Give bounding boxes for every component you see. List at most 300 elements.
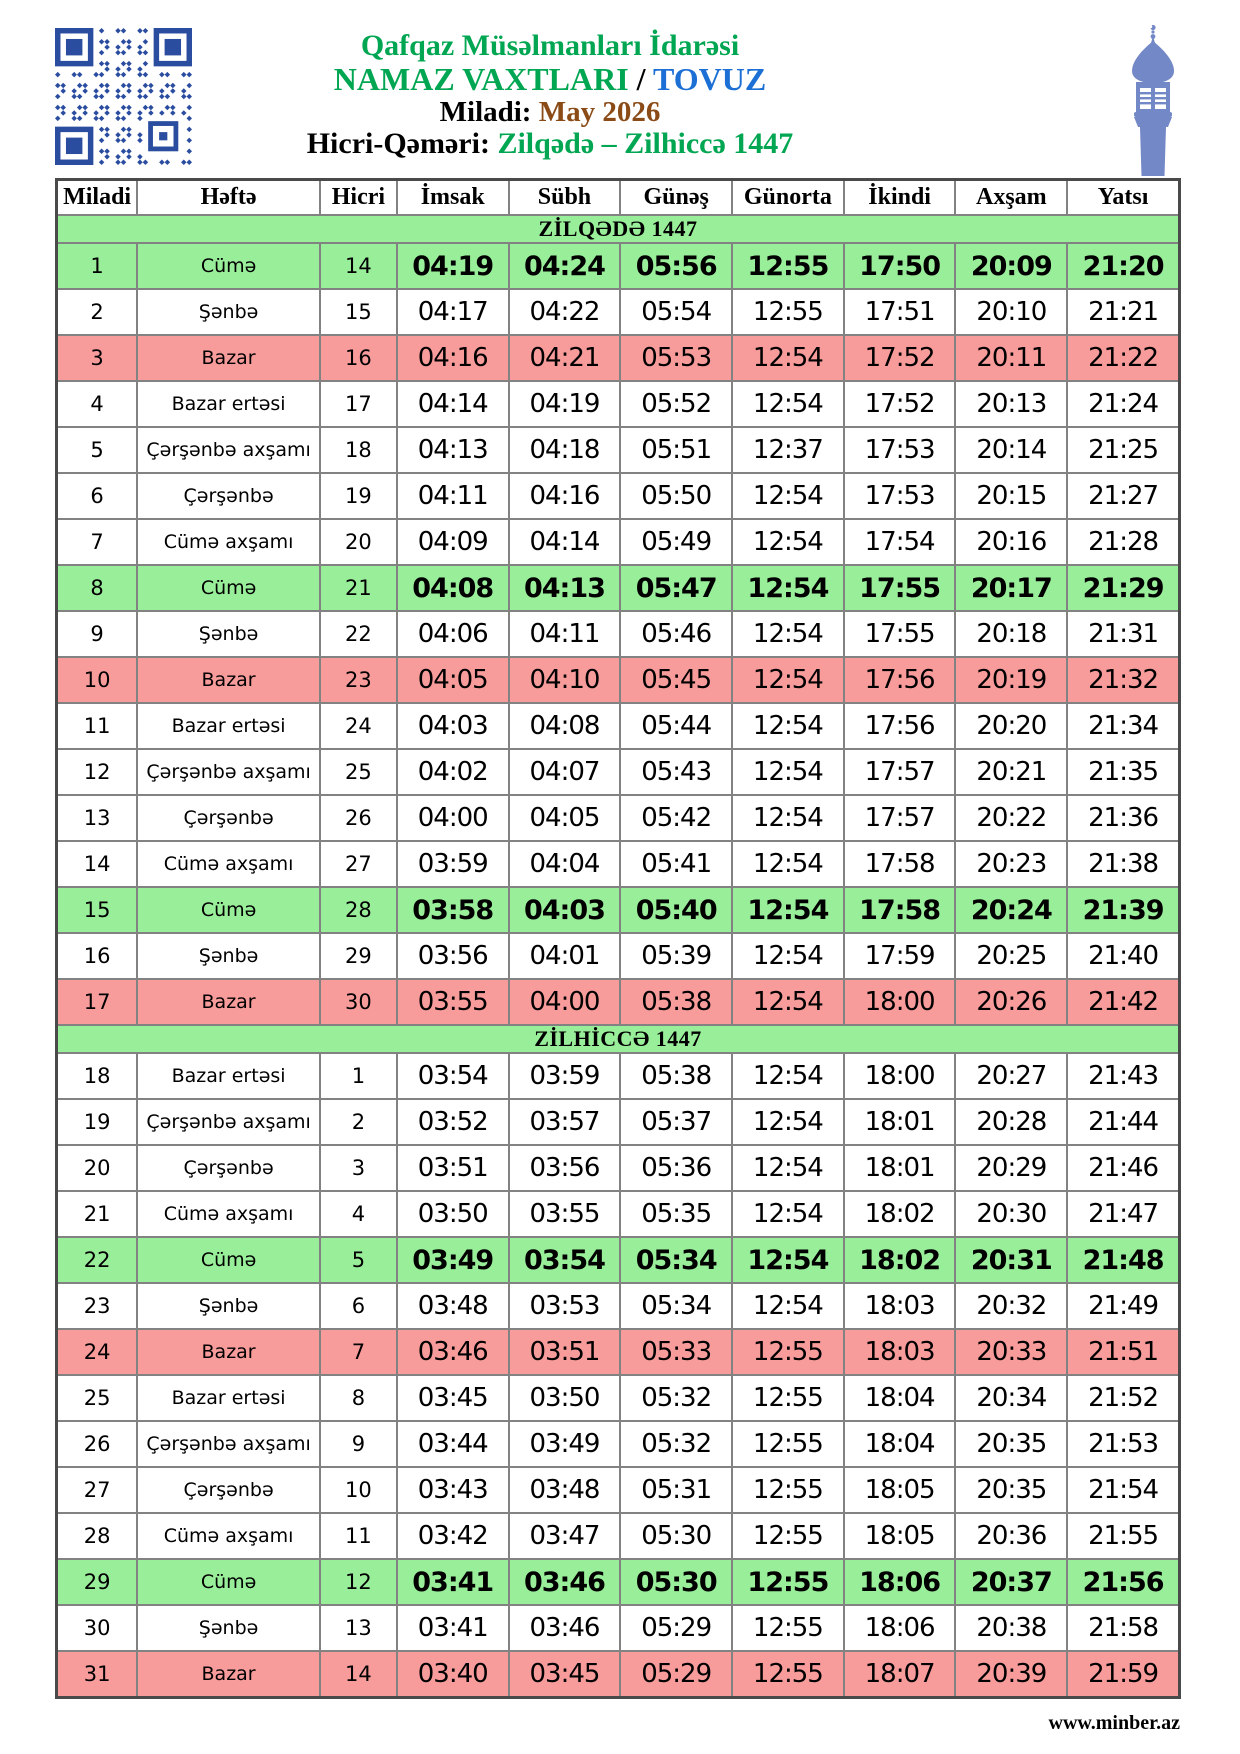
time-cell-yatsi: 21:52 [1067, 1375, 1179, 1421]
column-header: Günəş [620, 180, 732, 216]
time-cell-gunes: 05:32 [620, 1421, 732, 1467]
time-cell-subh: 04:19 [509, 381, 621, 427]
time-cell-yatsi: 21:20 [1067, 243, 1179, 289]
time-cell-imsak: 03:43 [397, 1467, 509, 1513]
hicri-cell: 29 [320, 933, 397, 979]
time-cell-yatsi: 21:42 [1067, 979, 1179, 1025]
table-row [57, 1191, 1180, 1237]
miladi-cell: 5 [57, 427, 138, 473]
time-cell-aksam: 20:09 [955, 243, 1067, 289]
month-section-title: ZİLHİCCƏ 1447 [57, 1025, 1180, 1053]
time-cell-gunorta: 12:54 [732, 565, 844, 611]
time-cell-yatsi: 21:46 [1067, 1145, 1179, 1191]
page-header [0, 0, 1240, 178]
time-cell-gunes: 05:31 [620, 1467, 732, 1513]
time-cell-imsak: 04:00 [397, 795, 509, 841]
time-cell-yatsi: 21:35 [1067, 749, 1179, 795]
time-cell-yatsi: 21:25 [1067, 427, 1179, 473]
table-row [57, 289, 1180, 335]
organization-name: Qafqaz Müsəlmanları İdarəsi [360, 29, 740, 62]
weekday-cell: Cümə [137, 887, 320, 933]
weekday-cell: Bazar [137, 1329, 320, 1375]
weekday-cell: Bazar [137, 657, 320, 703]
time-cell-gunorta: 12:55 [732, 1421, 844, 1467]
miladi-cell: 26 [57, 1421, 138, 1467]
hicri-cell: 21 [320, 565, 397, 611]
time-cell-gunes: 05:45 [620, 657, 732, 703]
miladi-cell: 21 [57, 1191, 138, 1237]
time-cell-ikindi: 17:58 [844, 887, 956, 933]
weekday-cell: Bazar [137, 335, 320, 381]
time-cell-aksam: 20:20 [955, 703, 1067, 749]
table-row [57, 657, 1180, 703]
time-cell-gunorta: 12:54 [732, 749, 844, 795]
hicri-cell: 14 [320, 243, 397, 289]
column-header: İmsak [397, 180, 509, 216]
table-row [57, 1375, 1180, 1421]
time-cell-yatsi: 21:27 [1067, 473, 1179, 519]
time-cell-ikindi: 18:01 [844, 1145, 956, 1191]
time-cell-gunorta: 12:55 [732, 1467, 844, 1513]
table-row [57, 1053, 1180, 1099]
hicri-label: Hicri-Qəməri: [306, 127, 498, 161]
time-cell-imsak: 03:40 [397, 1651, 509, 1697]
time-cell-subh: 04:07 [509, 749, 621, 795]
weekday-cell: Çərşənbə axşamı [137, 1099, 320, 1145]
time-cell-gunes: 05:56 [620, 243, 732, 289]
weekday-cell: Cümə [137, 1237, 320, 1283]
hicri-cell: 8 [320, 1375, 397, 1421]
time-cell-ikindi: 17:56 [844, 657, 956, 703]
miladi-cell: 17 [57, 979, 138, 1025]
time-cell-imsak: 04:06 [397, 611, 509, 657]
time-cell-aksam: 20:35 [955, 1421, 1067, 1467]
time-cell-gunorta: 12:54 [732, 1099, 844, 1145]
weekday-cell: Çərşənbə axşamı [137, 749, 320, 795]
miladi-cell: 15 [57, 887, 138, 933]
weekday-cell: Cümə axşamı [137, 1513, 320, 1559]
time-cell-gunes: 05:53 [620, 335, 732, 381]
weekday-cell: Şənbə [137, 1283, 320, 1329]
miladi-cell: 3 [57, 335, 138, 381]
time-cell-subh: 03:48 [509, 1467, 621, 1513]
table-row [57, 749, 1180, 795]
time-cell-gunorta: 12:54 [732, 841, 844, 887]
time-cell-yatsi: 21:53 [1067, 1421, 1179, 1467]
hicri-cell: 24 [320, 703, 397, 749]
time-cell-gunes: 05:51 [620, 427, 732, 473]
time-cell-gunorta: 12:54 [732, 1053, 844, 1099]
table-row [57, 381, 1180, 427]
time-cell-gunes: 05:39 [620, 933, 732, 979]
time-cell-gunes: 05:29 [620, 1605, 732, 1651]
time-cell-subh: 04:21 [509, 335, 621, 381]
time-cell-imsak: 04:16 [397, 335, 509, 381]
time-cell-subh: 04:13 [509, 565, 621, 611]
prayer-table-body [57, 215, 1180, 1697]
hicri-cell: 11 [320, 1513, 397, 1559]
hicri-cell: 4 [320, 1191, 397, 1237]
time-cell-aksam: 20:33 [955, 1329, 1067, 1375]
time-cell-yatsi: 21:55 [1067, 1513, 1179, 1559]
miladi-cell: 1 [57, 243, 138, 289]
miladi-cell: 12 [57, 749, 138, 795]
time-cell-subh: 04:11 [509, 611, 621, 657]
time-cell-aksam: 20:22 [955, 795, 1067, 841]
time-cell-yatsi: 21:39 [1067, 887, 1179, 933]
time-cell-imsak: 03:44 [397, 1421, 509, 1467]
table-row [57, 1467, 1180, 1513]
time-cell-ikindi: 18:01 [844, 1099, 956, 1145]
time-cell-subh: 04:22 [509, 289, 621, 335]
hicri-cell: 16 [320, 335, 397, 381]
time-cell-gunes: 05:52 [620, 381, 732, 427]
hicri-cell: 7 [320, 1329, 397, 1375]
time-cell-gunorta: 12:55 [732, 1375, 844, 1421]
minaret-icon [1118, 24, 1188, 176]
table-row [57, 519, 1180, 565]
time-cell-ikindi: 17:55 [844, 611, 956, 657]
miladi-cell: 23 [57, 1283, 138, 1329]
miladi-cell: 9 [57, 611, 138, 657]
time-cell-ikindi: 18:05 [844, 1513, 956, 1559]
time-cell-aksam: 20:10 [955, 289, 1067, 335]
table-row [57, 1513, 1180, 1559]
time-cell-subh: 03:55 [509, 1191, 621, 1237]
time-cell-yatsi: 21:47 [1067, 1191, 1179, 1237]
table-row [57, 933, 1180, 979]
time-cell-ikindi: 18:07 [844, 1651, 956, 1697]
time-cell-gunorta: 12:54 [732, 979, 844, 1025]
time-cell-aksam: 20:26 [955, 979, 1067, 1025]
miladi-cell: 13 [57, 795, 138, 841]
time-cell-imsak: 04:19 [397, 243, 509, 289]
column-header-row [57, 180, 1180, 216]
table-row [57, 979, 1180, 1025]
time-cell-yatsi: 21:40 [1067, 933, 1179, 979]
time-cell-yatsi: 21:34 [1067, 703, 1179, 749]
time-cell-imsak: 04:13 [397, 427, 509, 473]
table-row [57, 1145, 1180, 1191]
time-cell-gunorta: 12:55 [732, 1651, 844, 1697]
time-cell-imsak: 03:45 [397, 1375, 509, 1421]
time-cell-yatsi: 21:54 [1067, 1467, 1179, 1513]
time-cell-subh: 04:14 [509, 519, 621, 565]
table-row [57, 841, 1180, 887]
time-cell-imsak: 03:58 [397, 887, 509, 933]
column-header: Sübh [509, 180, 621, 216]
time-cell-ikindi: 17:52 [844, 335, 956, 381]
miladi-cell: 27 [57, 1467, 138, 1513]
time-cell-imsak: 04:03 [397, 703, 509, 749]
time-cell-subh: 04:24 [509, 243, 621, 289]
title-city: TOVUZ [652, 61, 767, 98]
prayer-times-table [55, 178, 1181, 1699]
time-cell-imsak: 03:49 [397, 1237, 509, 1283]
table-row [57, 1099, 1180, 1145]
time-cell-subh: 03:46 [509, 1559, 621, 1605]
table-row [57, 1421, 1180, 1467]
hicri-cell: 28 [320, 887, 397, 933]
time-cell-gunes: 05:54 [620, 289, 732, 335]
time-cell-ikindi: 17:55 [844, 565, 956, 611]
time-cell-ikindi: 18:06 [844, 1559, 956, 1605]
hicri-cell: 30 [320, 979, 397, 1025]
time-cell-yatsi: 21:58 [1067, 1605, 1179, 1651]
time-cell-aksam: 20:36 [955, 1513, 1067, 1559]
time-cell-gunes: 05:36 [620, 1145, 732, 1191]
miladi-cell: 25 [57, 1375, 138, 1421]
time-cell-ikindi: 18:03 [844, 1283, 956, 1329]
time-cell-gunorta: 12:54 [732, 887, 844, 933]
time-cell-gunorta: 12:54 [732, 473, 844, 519]
column-header: Miladi [57, 180, 138, 216]
weekday-cell: Cümə axşamı [137, 841, 320, 887]
time-cell-gunorta: 12:55 [732, 1329, 844, 1375]
time-cell-imsak: 03:50 [397, 1191, 509, 1237]
time-cell-aksam: 20:31 [955, 1237, 1067, 1283]
month-section-row [57, 215, 1180, 243]
time-cell-subh: 04:18 [509, 427, 621, 473]
time-cell-ikindi: 17:58 [844, 841, 956, 887]
time-cell-gunorta: 12:54 [732, 703, 844, 749]
weekday-cell: Cümə [137, 1559, 320, 1605]
hicri-cell: 3 [320, 1145, 397, 1191]
hicri-cell: 22 [320, 611, 397, 657]
table-row [57, 1329, 1180, 1375]
website-url: www.minber.az [1048, 1712, 1180, 1734]
miladi-value: May 2026 [538, 95, 661, 128]
time-cell-gunorta: 12:55 [732, 1559, 844, 1605]
miladi-cell: 29 [57, 1559, 138, 1605]
miladi-cell: 20 [57, 1145, 138, 1191]
miladi-line [200, 97, 900, 128]
time-cell-gunes: 05:37 [620, 1099, 732, 1145]
time-cell-imsak: 03:59 [397, 841, 509, 887]
time-cell-imsak: 03:55 [397, 979, 509, 1025]
time-cell-gunorta: 12:54 [732, 519, 844, 565]
time-cell-aksam: 20:28 [955, 1099, 1067, 1145]
weekday-cell: Cümə axşamı [137, 1191, 320, 1237]
time-cell-subh: 03:59 [509, 1053, 621, 1099]
miladi-cell: 6 [57, 473, 138, 519]
time-cell-aksam: 20:35 [955, 1467, 1067, 1513]
time-cell-aksam: 20:18 [955, 611, 1067, 657]
time-cell-subh: 04:00 [509, 979, 621, 1025]
time-cell-aksam: 20:19 [955, 657, 1067, 703]
column-header: Günorta [732, 180, 844, 216]
miladi-cell: 7 [57, 519, 138, 565]
column-header: Hicri [320, 180, 397, 216]
time-cell-aksam: 20:25 [955, 933, 1067, 979]
table-row [57, 611, 1180, 657]
time-cell-aksam: 20:39 [955, 1651, 1067, 1697]
time-cell-gunorta: 12:55 [732, 1513, 844, 1559]
time-cell-subh: 04:05 [509, 795, 621, 841]
weekday-cell: Şənbə [137, 611, 320, 657]
time-cell-subh: 04:16 [509, 473, 621, 519]
time-cell-ikindi: 18:03 [844, 1329, 956, 1375]
time-cell-aksam: 20:16 [955, 519, 1067, 565]
weekday-cell: Bazar ertəsi [137, 381, 320, 427]
hicri-cell: 19 [320, 473, 397, 519]
time-cell-gunorta: 12:54 [732, 381, 844, 427]
time-cell-gunes: 05:42 [620, 795, 732, 841]
miladi-cell: 8 [57, 565, 138, 611]
time-cell-imsak: 03:46 [397, 1329, 509, 1375]
time-cell-aksam: 20:13 [955, 381, 1067, 427]
column-header: Yatsı [1067, 180, 1179, 216]
time-cell-subh: 03:47 [509, 1513, 621, 1559]
hicri-cell: 26 [320, 795, 397, 841]
time-cell-imsak: 03:54 [397, 1053, 509, 1099]
time-cell-yatsi: 21:31 [1067, 611, 1179, 657]
weekday-cell: Bazar ertəsi [137, 1053, 320, 1099]
time-cell-gunorta: 12:54 [732, 611, 844, 657]
table-row [57, 243, 1180, 289]
time-cell-gunorta: 12:54 [732, 657, 844, 703]
time-cell-gunes: 05:33 [620, 1329, 732, 1375]
hicri-cell: 9 [320, 1421, 397, 1467]
time-cell-imsak: 04:05 [397, 657, 509, 703]
table-row [57, 1237, 1180, 1283]
table-row [57, 703, 1180, 749]
time-cell-yatsi: 21:24 [1067, 381, 1179, 427]
weekday-cell: Cümə axşamı [137, 519, 320, 565]
time-cell-ikindi: 17:57 [844, 795, 956, 841]
time-cell-gunorta: 12:54 [732, 1145, 844, 1191]
time-cell-gunorta: 12:54 [732, 933, 844, 979]
time-cell-aksam: 20:38 [955, 1605, 1067, 1651]
hicri-cell: 27 [320, 841, 397, 887]
miladi-cell: 28 [57, 1513, 138, 1559]
miladi-cell: 18 [57, 1053, 138, 1099]
weekday-cell: Çərşənbə axşamı [137, 1421, 320, 1467]
miladi-cell: 11 [57, 703, 138, 749]
time-cell-gunes: 05:47 [620, 565, 732, 611]
time-cell-gunes: 05:43 [620, 749, 732, 795]
time-cell-ikindi: 17:56 [844, 703, 956, 749]
weekday-cell: Bazar ertəsi [137, 1375, 320, 1421]
time-cell-yatsi: 21:59 [1067, 1651, 1179, 1697]
hicri-cell: 18 [320, 427, 397, 473]
miladi-cell: 31 [57, 1651, 138, 1697]
hicri-line [200, 128, 900, 160]
time-cell-subh: 03:54 [509, 1237, 621, 1283]
weekday-cell: Çərşənbə [137, 1145, 320, 1191]
time-cell-yatsi: 21:43 [1067, 1053, 1179, 1099]
column-header: Axşam [955, 180, 1067, 216]
time-cell-gunorta: 12:55 [732, 289, 844, 335]
time-cell-gunes: 05:44 [620, 703, 732, 749]
qr-code-icon [55, 28, 192, 165]
hicri-cell: 6 [320, 1283, 397, 1329]
table-header [57, 180, 1180, 216]
weekday-cell: Çərşənbə [137, 1467, 320, 1513]
table-row [57, 427, 1180, 473]
time-cell-yatsi: 21:28 [1067, 519, 1179, 565]
time-cell-ikindi: 18:00 [844, 1053, 956, 1099]
time-cell-ikindi: 18:04 [844, 1421, 956, 1467]
title-namaz: NAMAZ VAXTLARI [333, 61, 629, 98]
time-cell-imsak: 03:41 [397, 1559, 509, 1605]
weekday-cell: Cümə [137, 565, 320, 611]
table-row [57, 887, 1180, 933]
table-row [57, 1651, 1180, 1697]
time-cell-ikindi: 17:53 [844, 427, 956, 473]
hicri-cell: 23 [320, 657, 397, 703]
time-cell-aksam: 20:34 [955, 1375, 1067, 1421]
time-cell-gunorta: 12:54 [732, 335, 844, 381]
time-cell-yatsi: 21:51 [1067, 1329, 1179, 1375]
time-cell-ikindi: 18:04 [844, 1375, 956, 1421]
time-cell-subh: 03:57 [509, 1099, 621, 1145]
miladi-cell: 22 [57, 1237, 138, 1283]
time-cell-yatsi: 21:21 [1067, 289, 1179, 335]
time-cell-yatsi: 21:49 [1067, 1283, 1179, 1329]
weekday-cell: Çərşənbə [137, 795, 320, 841]
time-cell-imsak: 03:41 [397, 1605, 509, 1651]
time-cell-ikindi: 17:54 [844, 519, 956, 565]
time-cell-aksam: 20:14 [955, 427, 1067, 473]
time-cell-aksam: 20:32 [955, 1283, 1067, 1329]
weekday-cell: Çərşənbə [137, 473, 320, 519]
time-cell-gunes: 05:34 [620, 1283, 732, 1329]
time-cell-subh: 04:03 [509, 887, 621, 933]
time-cell-aksam: 20:30 [955, 1191, 1067, 1237]
column-header: İkindi [844, 180, 956, 216]
time-cell-yatsi: 21:44 [1067, 1099, 1179, 1145]
time-cell-gunes: 05:41 [620, 841, 732, 887]
hicri-cell: 2 [320, 1099, 397, 1145]
time-cell-ikindi: 17:51 [844, 289, 956, 335]
time-cell-subh: 03:51 [509, 1329, 621, 1375]
weekday-cell: Cümə [137, 243, 320, 289]
time-cell-aksam: 20:11 [955, 335, 1067, 381]
time-cell-gunes: 05:50 [620, 473, 732, 519]
time-cell-ikindi: 17:57 [844, 749, 956, 795]
time-cell-gunorta: 12:54 [732, 795, 844, 841]
table-row [57, 1283, 1180, 1329]
weekday-cell: Bazar [137, 979, 320, 1025]
table-row [57, 335, 1180, 381]
time-cell-aksam: 20:15 [955, 473, 1067, 519]
hicri-cell: 1 [320, 1053, 397, 1099]
miladi-cell: 24 [57, 1329, 138, 1375]
time-cell-aksam: 20:23 [955, 841, 1067, 887]
time-cell-ikindi: 18:02 [844, 1237, 956, 1283]
time-cell-aksam: 20:21 [955, 749, 1067, 795]
hicri-cell: 12 [320, 1559, 397, 1605]
hicri-cell: 13 [320, 1605, 397, 1651]
time-cell-gunes: 05:38 [620, 979, 732, 1025]
time-cell-aksam: 20:37 [955, 1559, 1067, 1605]
time-cell-subh: 03:46 [509, 1605, 621, 1651]
time-cell-gunes: 05:35 [620, 1191, 732, 1237]
time-cell-imsak: 03:52 [397, 1099, 509, 1145]
title-separator: / [628, 61, 653, 98]
table-row [57, 473, 1180, 519]
time-cell-aksam: 20:17 [955, 565, 1067, 611]
table-row [57, 1605, 1180, 1651]
weekday-cell: Bazar ertəsi [137, 703, 320, 749]
time-cell-imsak: 03:51 [397, 1145, 509, 1191]
hicri-cell: 15 [320, 289, 397, 335]
time-cell-subh: 04:04 [509, 841, 621, 887]
time-cell-gunorta: 12:54 [732, 1283, 844, 1329]
time-cell-gunes: 05:30 [620, 1513, 732, 1559]
weekday-cell: Bazar [137, 1651, 320, 1697]
